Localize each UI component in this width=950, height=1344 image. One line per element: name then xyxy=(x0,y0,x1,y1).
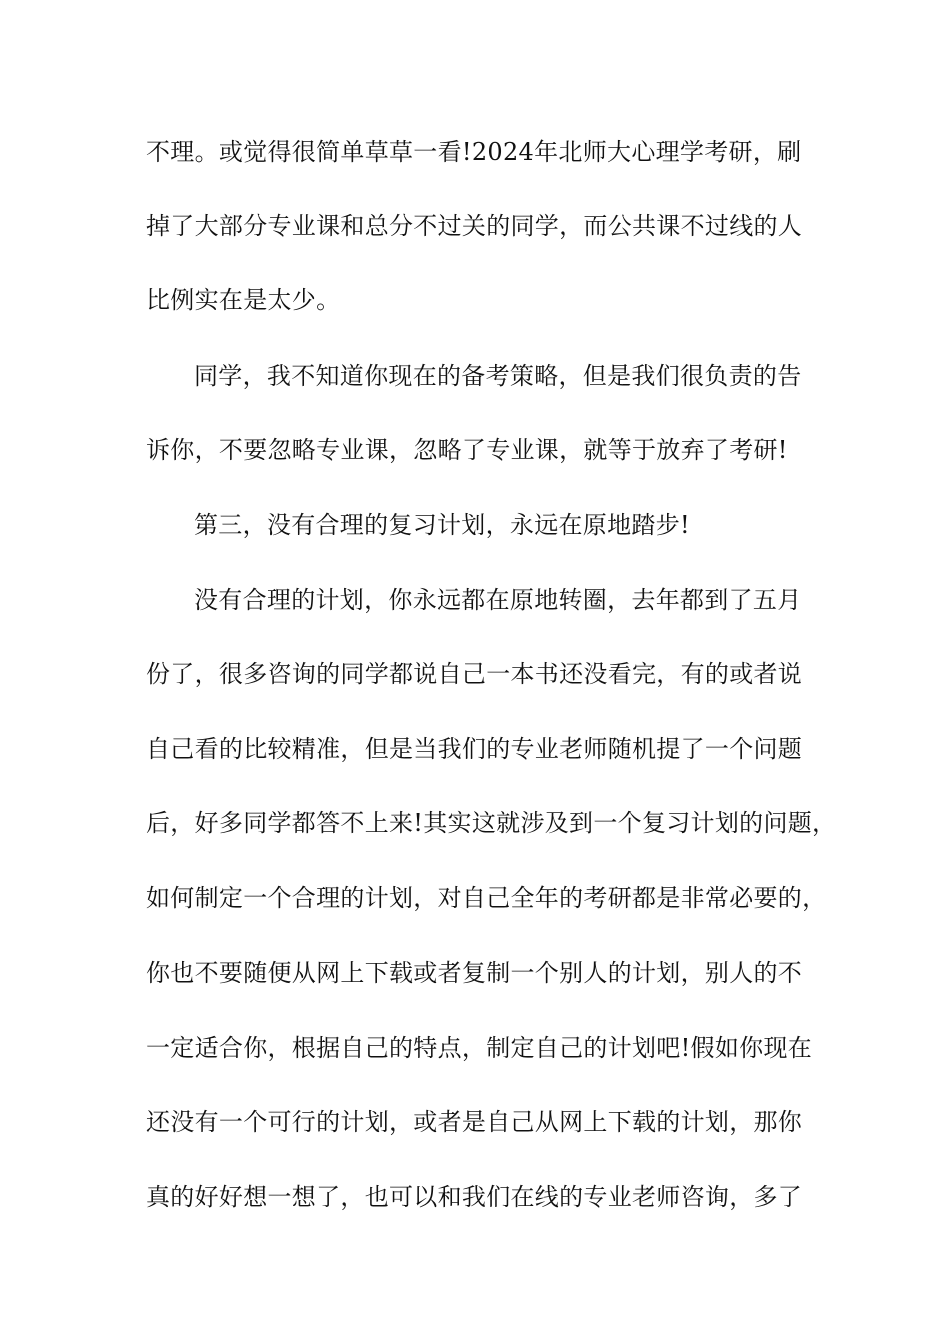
paragraph-line: 不理。或觉得很简单草草一看!2024年北师大心理学考研，刷 xyxy=(146,138,802,166)
paragraph-line: 一定适合你，根据自己的特点，制定自己的计划吧!假如你现在 xyxy=(146,1034,813,1062)
paragraph-line: 诉你，不要忽略专业课，忽略了专业课，就等于放弃了考研! xyxy=(146,436,788,464)
paragraph-line: 比例实在是太少。 xyxy=(146,286,341,314)
paragraph-line: 你也不要随便从网上下载或者复制一个别人的计划，别人的不 xyxy=(146,959,803,987)
paragraph-line: 份了，很多咨询的同学都说自己一本书还没看完，有的或者说 xyxy=(146,660,803,688)
section-heading: 第三，没有合理的复习计划，永远在原地踏步! xyxy=(194,511,690,539)
paragraph-line: 掉了大部分专业课和总分不过关的同学，而公共课不过线的人 xyxy=(146,212,803,240)
paragraph-line: 同学，我不知道你现在的备考策略，但是我们很负责的告 xyxy=(194,362,802,390)
paragraph-line: 后，好多同学都答不上来!其实这就涉及到一个复习计划的问题， xyxy=(146,809,837,837)
paragraph-line: 还没有一个可行的计划，或者是自己从网上下载的计划，那你 xyxy=(146,1108,803,1136)
paragraph-line: 真的好好想一想了，也可以和我们在线的专业老师咨询，多了 xyxy=(146,1183,803,1211)
paragraph-line: 如何制定一个合理的计划，对自己全年的考研都是非常必要的， xyxy=(146,884,827,912)
paragraph-line: 自己看的比较精准，但是当我们的专业老师随机提了一个问题 xyxy=(146,735,803,763)
paragraph-line: 没有合理的计划，你永远都在原地转圈，去年都到了五月 xyxy=(194,586,802,614)
